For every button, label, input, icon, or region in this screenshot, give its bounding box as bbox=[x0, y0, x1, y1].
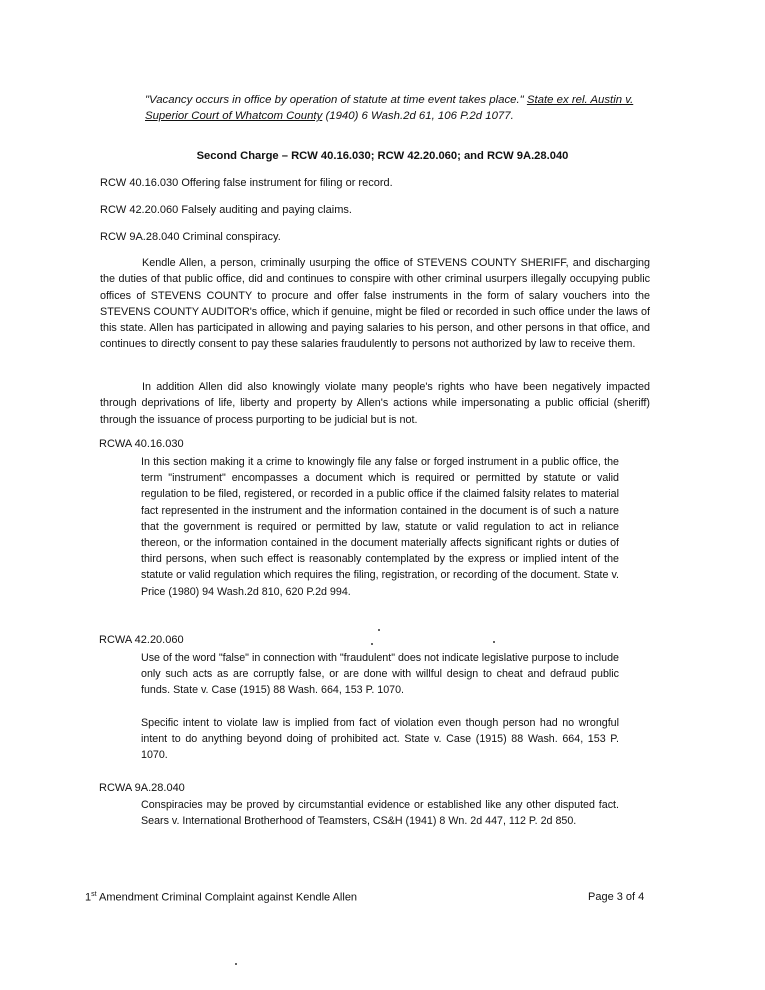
section-heading: Second Charge – RCW 40.16.030; RCW 42.20.060; and RCW 9A.28.040 bbox=[196, 150, 569, 162]
rcwa-label-42-20-060: RCWA 42.20.060 bbox=[99, 634, 184, 646]
rcwa-text-9a-28-040: Conspiracies may be proved by circumstantial evidence or established like any other disputed fact. Sears v. International Brotherhood of Teamsters, CS&H (1941) 8 Wn. 2d 447, 112 P. 2d 850. bbox=[141, 799, 619, 828]
rcwa-text-42-20-060-a: Use of the word "false" in connection with "fraudulent" does not indicate legislative purpose to include only such acts as are corruptly false, or are done with willful design to cheat and defraud public funds. State v. Case (1915) 88 Wash. 664, 153 P. 1070. bbox=[141, 652, 619, 697]
rcwa-text-40-16-030: In this section making it a crime to knowingly file any false or forged instrument in a public office, the term "instrument" encompasses a document which is required or permitted by statute or valid regulation to be filed, registered, or recorded in a public office if the claimed falsity relates to material fact represented in the instrument and the information contained in the document is of such a nature that the government is required or permitted by law, statute or valid regulation to act in reliance thereon, or the information contained in the document materially affects significant rights or duties of third persons, when such effect is reasonably contemplated by the express or implied intent of the statute or valid regulation which requires the filing, registration, or recording of the document. State v. Price (1980) 94 Wash.2d 810, 620 P.2d 994. bbox=[141, 456, 619, 598]
quote-text: "Vacancy occurs in office by operation of statute at time event takes place." bbox=[145, 94, 524, 106]
quote-case-name: State ex rel. Austin v. Superior Court of Whatcom County bbox=[145, 94, 634, 122]
scan-speck bbox=[235, 963, 237, 965]
scan-speck bbox=[371, 643, 373, 645]
paragraph-allegation: Kendle Allen, a person, criminally usurping the office of STEVENS COUNTY SHERIFF, and discharging the duties of that public office, did and continues to conspire with other criminal usurpers illegally occupying public offices of STEVENS COUNTY to procure and offer false instruments in the form of salary vouchers into the STEVENS COUNTY AUDITOR's office, which if genuine, might be filed or recorded in such office under the laws of this state. Allen has participated in allowing and paying salaries to his person, and other persons in that office, and continues to directly consent to pay these salaries fraudulently to persons not authorized by law to receive them. bbox=[100, 257, 650, 351]
footer-ordinal: 1 bbox=[85, 891, 92, 904]
rcwa-text-42-20-060-b: Specific intent to violate law is implied from fact of violation even though person had no wrongful intent to do anything beyond doing of prohibited act. State v. Case (1915) 88 Wash. 664, 153 P. 1070. bbox=[141, 717, 619, 762]
statute-line-2: RCW 42.20.060 Falsely auditing and paying claims. bbox=[100, 204, 352, 216]
statute-line-3: RCW 9A.28.040 Criminal conspiracy. bbox=[100, 231, 281, 243]
rcwa-label-40-16-030: RCWA 40.16.030 bbox=[99, 438, 184, 450]
rcwa-label-9a-28-040: RCWA 9A.28.040 bbox=[99, 782, 185, 794]
opening-quote bbox=[145, 92, 645, 124]
paragraph-rights-violation: In addition Allen did also knowingly violate many people's rights who have been negatively impacted through deprivations of life, liberty and property by Allen's actions while impersonating a public official (sheriff) through the issuance of process purporting to be judicial but is not. bbox=[100, 381, 650, 426]
footer-page-number: Page 3 of 4 bbox=[588, 891, 645, 903]
footer-document-title bbox=[85, 891, 357, 904]
footer-title: Amendment Criminal Complaint against Kendle Allen bbox=[96, 891, 358, 904]
scan-speck bbox=[378, 629, 380, 631]
quote-citation: (1940) 6 Wash.2d 61, 106 P.2d 1077. bbox=[325, 110, 514, 122]
statute-line-1: RCW 40.16.030 Offering false instrument for filing or record. bbox=[100, 177, 393, 189]
footer-ordinal-suffix: st bbox=[91, 891, 97, 898]
scan-speck bbox=[493, 641, 495, 643]
